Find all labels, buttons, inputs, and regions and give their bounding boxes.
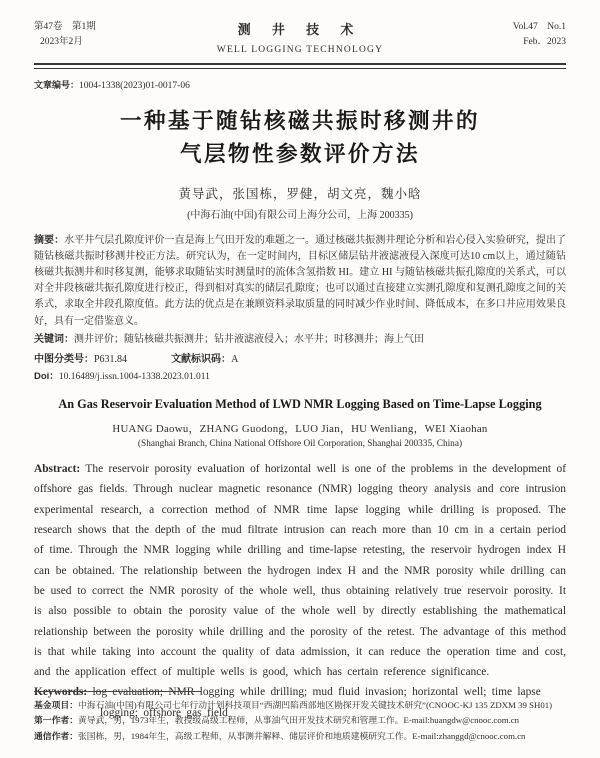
date-cn: 2023年2月 [40,37,83,48]
doi-label: Doi： [34,370,59,382]
doc-code-label: 文献标识码： [171,353,232,365]
footnote-rule [34,691,202,692]
fund-note [34,698,566,713]
keywords-en-label: Keywords: [34,686,88,699]
paper-title-cn [34,105,566,172]
journal-header-right [446,20,566,50]
classification-line [34,350,566,365]
keywords-cn-label: 关键词： [34,333,74,345]
abstract-cn-label: 摘要： [34,234,65,246]
journal-header-left [34,20,154,50]
journal-name-en: WELL LOGGING TECHNOLOGY [216,44,384,55]
volume-issue-en: Vol.47 No.1 [512,22,566,32]
affiliation-en: (Shanghai Branch, China National Offshore Oil Corporation, Shanghai 200335, China) [137,439,463,450]
abstract-cn [34,233,566,330]
abstract-cn-text: 水平井气层孔隙度评价一直是海上气田开发的难题之一。通过核磁共振测井理论分析和岩心侵入实验研究，提出了随钻核磁共振时移测井校正方法。研究认为，在一定时间内，目标区储层钻井液滤液侵入深度可达10 cm以上，通过随钻核磁共振测井和时移复测，能够求取随钻实时测量时的流体含氢指数 HI。建立 HI 与随钻核磁共振孔隙度的关系式，可以对全井段核磁共振孔隙度进行校正，得到相对真实的储层孔隙度；也可以通过直接建立实测孔隙度和复测孔隙度之间的关系式，求取全井段孔隙度值。此方法的优点是在兼顾资料录取质量的同时减少作业时间、降低成本，在多口井应用效果良好，具有一定借鉴意义。 [34,234,567,327]
journal-header [34,20,566,58]
doi-value: 10.16489/j.issn.1004-1338.2023.01.011 [58,371,210,382]
doi-line [34,368,566,382]
abstract-en [34,459,566,682]
corresponding-author-note-label: 通信作者： [34,730,78,741]
first-author-note-text: 黄导武，男，1973年生，教授级高级工程师，从事油气田开发技术研究和管理工作。E-mail:huangdw@cnooc.com.cn [78,715,520,726]
clc-label: 中图分类号： [34,353,94,365]
keywords-cn-text: 测井评价；随钻核磁共振测井；钻井液滤液侵入；水平井；时移测井；海上气田 [74,333,424,345]
authors-en: HUANG Daowu，ZHANG Guodong，LUO Jian，HU Wenliang，WEI Xiaohan [112,423,488,436]
article-number [34,78,566,91]
paper-title-en: An Gas Reservoir Evaluation Method of LWD NMR Logging Based on Time-Lapse Logging [58,396,542,411]
article-number-value: 1004-1338(2023)01-0017-06 [79,80,190,91]
keywords-cn [34,332,566,348]
clc-value: P631.84 [94,353,128,365]
fund-note-label: 基金项目： [34,699,78,710]
authors-cn: 黄导武，张国栋，罗健，胡文亮，魏小晗 [178,186,422,201]
abstract-en-label: Abstract: [34,463,81,476]
journal-name-cn: 测 井 技 术 [237,22,363,37]
fund-note-text: 中海石油(中国)有限公司七年行动计划科技项目“西湖凹陷西部地区勘探开发关键技术研究”(CNOOC-KJ 135 ZDXM 39 SH01) [78,699,553,710]
date-en: Feb．2023 [523,37,566,48]
footnotes [34,691,566,744]
paper-title-cn-line1: 一种基于随钻核磁共振时移测井的 [119,108,480,133]
header-double-rule [34,63,566,69]
first-author-note [34,713,566,728]
volume-issue-cn: 第47卷 第1期 [34,22,96,32]
article-number-label: 文章编号： [34,79,80,90]
keywords-en-text: log evaluation; NMR logging while drilling; mud fluid invasion; horizontal well; time lapse logging; offshore gas field [92,686,541,719]
first-author-note-label: 第一作者： [34,715,78,726]
corresponding-author-note-text: 张国栋，男，1984年生，高级工程师，从事测井解释、储层评价和地质建模研究工作。E-mail:zhanggd@cnooc.com.cn [78,730,526,741]
abstract-en-text: The reservoir porosity evaluation of horizontal well is one of the problems in the development of offshore gas fields. Through nuclear magnetic resonance (NMR) logging theory analysis and core intrusion experimental research, a correction method of NMR time lapse logging while drilling is proposed. The research shows that the depth of the mud filtrate intrusion can reach more than 10 cm in a certain period of time. Through the NMR logging while drilling and time-lapse retesting, the reservoir hydrogen index H can be obtained. The relationship between the hydrogen index H and the NMR porosity while drilling can be used to correct the NMR porosity of the whole well, thus obtaining relatively true reservoir porosity. It is also possible to obtain the porosity value of the whole well by directly establishing the mathematical relationship between the porosity while drilling and the porosity of the retest. The advantage of this method is that while taking into account the quality of data admission, it can reduce the operation time and cost, and the application effect of multiple wells is good, which has certain reference significance. [34,463,566,679]
journal-header-center [154,20,446,58]
doc-code-value: A [231,353,239,365]
affiliation-cn: (中海石油(中国)有限公司上海分公司，上海 200335) [187,209,413,221]
paper-title-cn-line2: 气层物性参数评价方法 [179,142,420,167]
corresponding-author-note [34,729,566,744]
